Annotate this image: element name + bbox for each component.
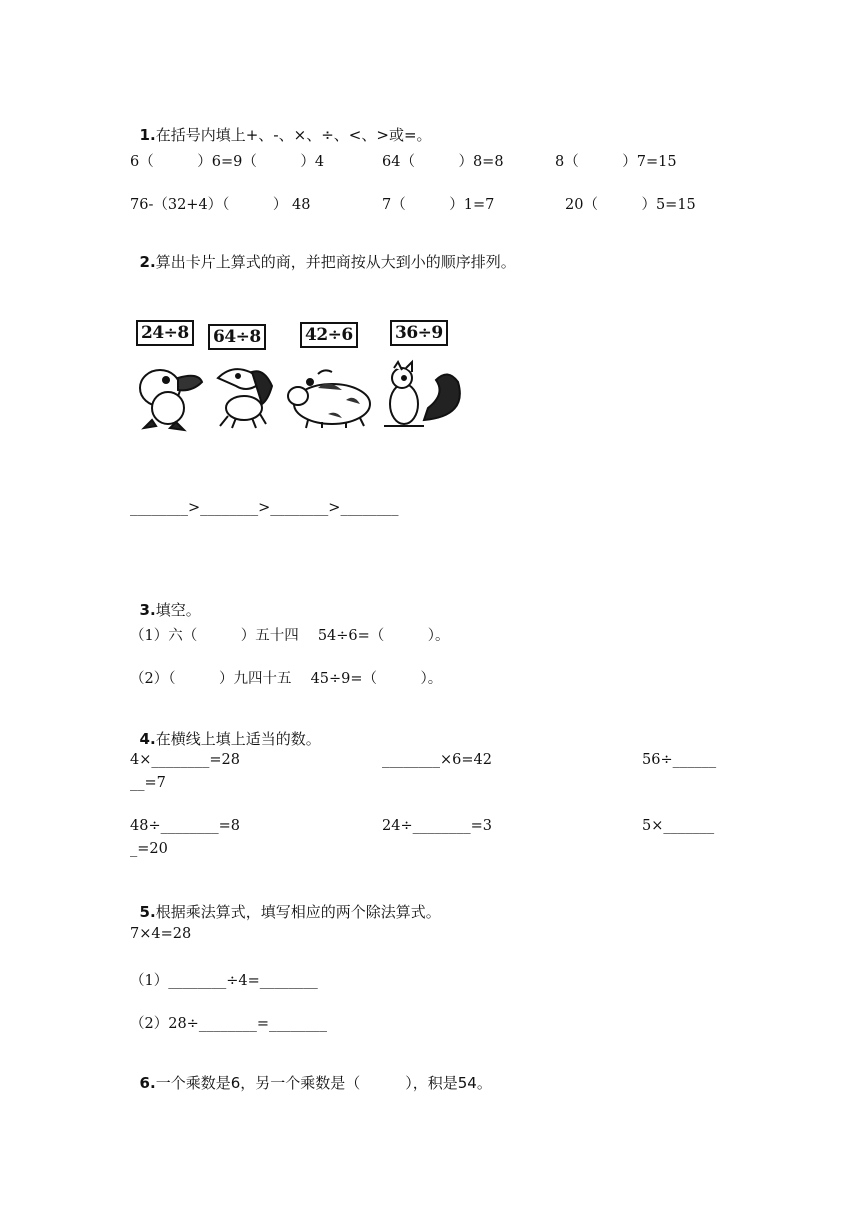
squirrel-icon <box>384 362 460 426</box>
q1-item-1: 6（ ）6=9（ ）4 <box>130 154 325 170</box>
q1-text: 在括号内填上+、-、×、÷、<、>或=。 <box>155 126 432 144</box>
q1-item-4: 76-（32+4）（ ） 48 <box>130 197 311 213</box>
card-horse: 64÷8 <box>208 324 266 350</box>
q5-line-2: （2）28÷________=________ <box>130 1016 327 1032</box>
q1-item-3: 8（ ）7=15 <box>555 154 677 170</box>
q4-item-6: 5×_______ <box>642 818 715 834</box>
q2-text: 算出卡片上算式的商，并把商按从大到小的顺序排列。 <box>155 253 516 271</box>
pig-icon <box>288 370 370 428</box>
q5-number: 5. <box>139 903 156 921</box>
q1-item-2: 64（ ）8=8 <box>382 154 504 170</box>
card-squirrel: 36÷9 <box>390 320 448 346</box>
q3-number: 3. <box>139 601 156 619</box>
q5-line-1: （1）________÷4=________ <box>130 973 318 989</box>
animal-cards-figure <box>132 316 462 436</box>
q2-number: 2. <box>139 253 156 271</box>
q1-title <box>130 106 432 145</box>
horse-icon <box>218 369 272 428</box>
card-duck: 24÷8 <box>136 320 194 346</box>
q2-title <box>130 233 516 272</box>
q3-text: 填空。 <box>155 601 201 619</box>
q6-title <box>130 1054 492 1093</box>
q1-item-5: 7（ ）1=7 <box>382 197 495 213</box>
q4-item-3-wrap: __=7 <box>130 775 166 791</box>
animal-illustrations <box>132 316 462 436</box>
q3-line-2: （2）（ ）九四十五 45÷9=（ ）。 <box>130 671 443 687</box>
q4-title <box>130 710 321 749</box>
q2-answer-line[interactable]: ________>________>________>________ <box>130 500 399 516</box>
q5-text: 根据乘法算式，填写相应的两个除法算式。 <box>155 903 441 921</box>
q4-item-3: 56÷______ <box>642 752 717 768</box>
q5-given: 7×4=28 <box>130 926 192 942</box>
card-pig: 42÷6 <box>300 322 358 348</box>
q4-item-5: 24÷________=3 <box>382 818 492 834</box>
q1-item-6: 20（ ）5=15 <box>565 197 696 213</box>
q4-text: 在横线上填上适当的数。 <box>155 730 321 748</box>
q1-number: 1. <box>139 126 156 144</box>
q4-item-4: 48÷________=8 <box>130 818 240 834</box>
q5-title <box>130 883 441 922</box>
q4-item-1: 4×________=28 <box>130 752 240 768</box>
q4-number: 4. <box>139 730 156 748</box>
q6-number: 6. <box>139 1074 156 1092</box>
q6-text: 一个乘数是6，另一个乘数是（ ），积是54。 <box>155 1074 492 1092</box>
duck-icon <box>140 370 202 430</box>
q3-line-1: （1）六（ ）五十四 54÷6=（ ）。 <box>130 628 450 644</box>
q4-item-6-wrap: _=20 <box>130 841 168 857</box>
q4-item-2: ________×6=42 <box>382 752 492 768</box>
q3-title <box>130 581 201 620</box>
